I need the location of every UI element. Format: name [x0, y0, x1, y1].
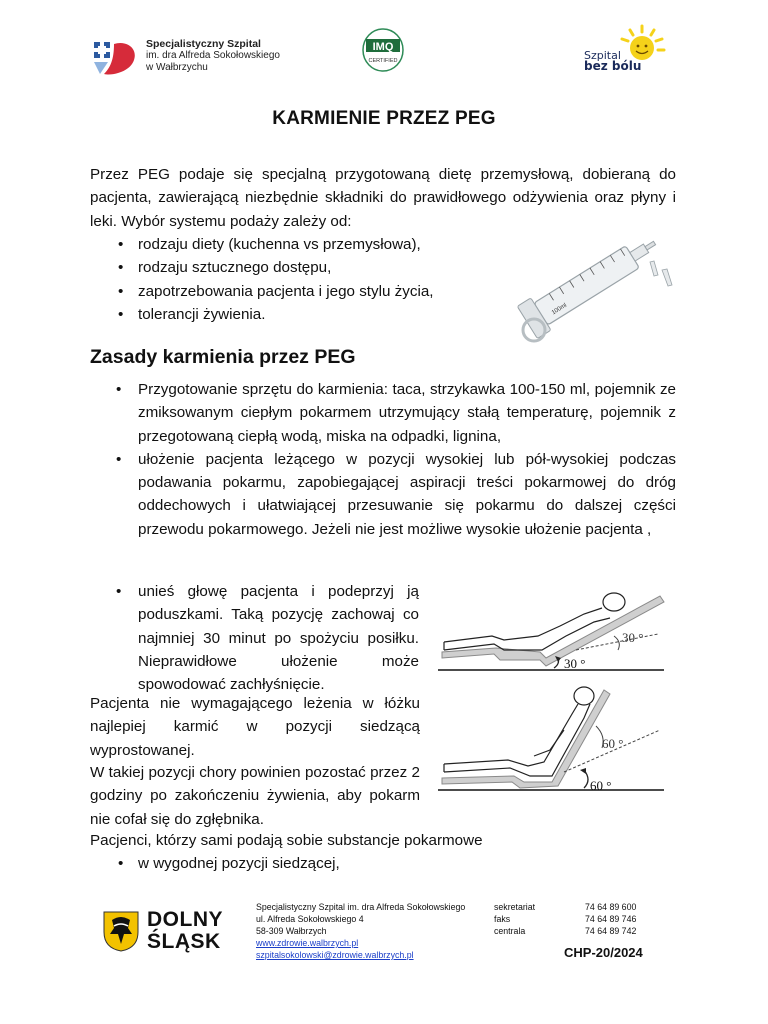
- website-link[interactable]: www.zdrowie.walbrzych.pl: [256, 938, 359, 948]
- head-position-list: [116, 580, 419, 696]
- self-feeding-paragraph: Pacjenci, którzy sami podają sobie substancje pokarmowe: [90, 832, 483, 849]
- list-item: • zapotrzebowania pacjenta i jego stylu życia,: [118, 280, 433, 303]
- angle-label: 30 °: [564, 656, 586, 671]
- region-line2: ŚLĄSK: [147, 930, 221, 953]
- contact-number: 74 64 89 742: [585, 926, 637, 936]
- email-link[interactable]: szpitalsokolowski@zdrowie.walbrzych.pl: [256, 950, 414, 960]
- campaign-line2: bez bólu: [584, 59, 642, 73]
- syringe-label: 100ml: [550, 302, 569, 317]
- section-title: Zasady karmienia przez PEG: [90, 346, 356, 368]
- contact-number: 74 64 89 600: [585, 902, 637, 912]
- intro-list: [118, 233, 433, 326]
- list-item: • ułożenie pacjenta leżącego w pozycji wysokiej lub pół-wysokiej podczas podawania pokarmu, zapobiegającej aspiracji treści pokarmowej do dróg oddechowych i ułatwiającej przesuwanie się pokarmu do dalszej części przewodu pokarmowego. Jeżeli nie jest możliwe wysokie ułożenie pacjenta ,: [116, 448, 676, 541]
- list-item: • w wygodnej pozycji siedzącej,: [118, 852, 340, 875]
- imq-logo-text: IMQ: [372, 41, 394, 53]
- list-item: • rodzaju sztucznego dostępu,: [118, 256, 433, 279]
- list-item: • tolerancji żywienia.: [118, 303, 433, 326]
- contact-label: faks: [494, 914, 511, 924]
- contact-numbers: [585, 901, 636, 937]
- contact-label: sekretariat: [494, 902, 536, 912]
- rules-list: [116, 378, 676, 541]
- imq-certified-logo-icon: [360, 28, 406, 74]
- imq-certified-text: CERTIFIED: [368, 58, 398, 64]
- list-item: • Przygotowanie sprzętu do karmienia: taca, strzykawka 100-150 ml, pojemnik ze zmiksowanym ciepłym pokarmem utrzymujący stałą temperaturę, pojemnik z przegotowaną ciepłą wodą, miska na odpadki, lignina,: [116, 378, 676, 448]
- angle-label: 60 °: [590, 778, 612, 793]
- region-name: [147, 909, 223, 953]
- stay-paragraph: W takiej pozycji chory powinien pozostać przez 2 godziny po zakończeniu żywienia, aby pokarm nie cofał się do zgłębnika.: [90, 764, 420, 828]
- footer-address: [256, 901, 465, 961]
- hospital-name-line3: w Wałbrzychu: [146, 62, 208, 73]
- contact-number: 74 64 89 746: [585, 914, 637, 924]
- self-feeding-list: [118, 852, 340, 875]
- region-coat-of-arms-icon: [102, 910, 140, 952]
- hospital-logo-icon: [92, 38, 140, 78]
- address-line: 58-309 Wałbrzych: [256, 926, 327, 936]
- contact-labels: [494, 901, 535, 937]
- campaign-logo: [584, 50, 641, 72]
- address-line: Specjalistyczny Szpital im. dra Alfreda Sokołowskiego: [256, 902, 466, 912]
- angle-label: 60 °: [602, 736, 624, 751]
- contact-label: centrala: [494, 926, 526, 936]
- document-code: CHP-20/2024: [564, 945, 643, 960]
- hospital-name-line2: im. dra Alfreda Sokołowskiego: [146, 50, 280, 61]
- document-title: KARMIENIE PRZEZ PEG: [272, 108, 496, 129]
- list-item: • unieś głowę pacjenta i podeprzyj ją poduszkami. Taką pozycję zachowaj co najmniej 30 minut po spożyciu posiłku. Nieprawidłowe ułożenie może spowodować zachłyśnięcie.: [116, 580, 419, 696]
- region-line1: DOLNY: [147, 908, 223, 931]
- syringe-icon: [510, 218, 678, 346]
- sitting-paragraph: Pacjenta nie wymagającego leżenia w łóżku najlepiej karmić w pozycji siedzącą wyprostowanej.: [90, 695, 420, 759]
- address-line: ul. Alfreda Sokołowskiego 4: [256, 914, 364, 924]
- angle-label: 30 °: [622, 630, 644, 645]
- hospital-name-line1: Specjalistyczny Szpital: [146, 38, 261, 50]
- intro-paragraph: Przez PEG podaje się specjalną przygotowaną dietę przemysłową, dobieraną do pacjenta, zawierającą niezbędnie składniki do prawidłowego odżywienia oraz płyny i leki. Wybór systemu podaży zależy od:: [90, 166, 676, 230]
- campaign-line1: Szpital: [584, 49, 621, 62]
- position-30-degree-figure: [434, 586, 666, 682]
- hospital-name: [146, 38, 280, 74]
- list-item: • rodzaju diety (kuchenna vs przemysłowa),: [118, 233, 433, 256]
- position-60-degree-figure: [434, 686, 666, 802]
